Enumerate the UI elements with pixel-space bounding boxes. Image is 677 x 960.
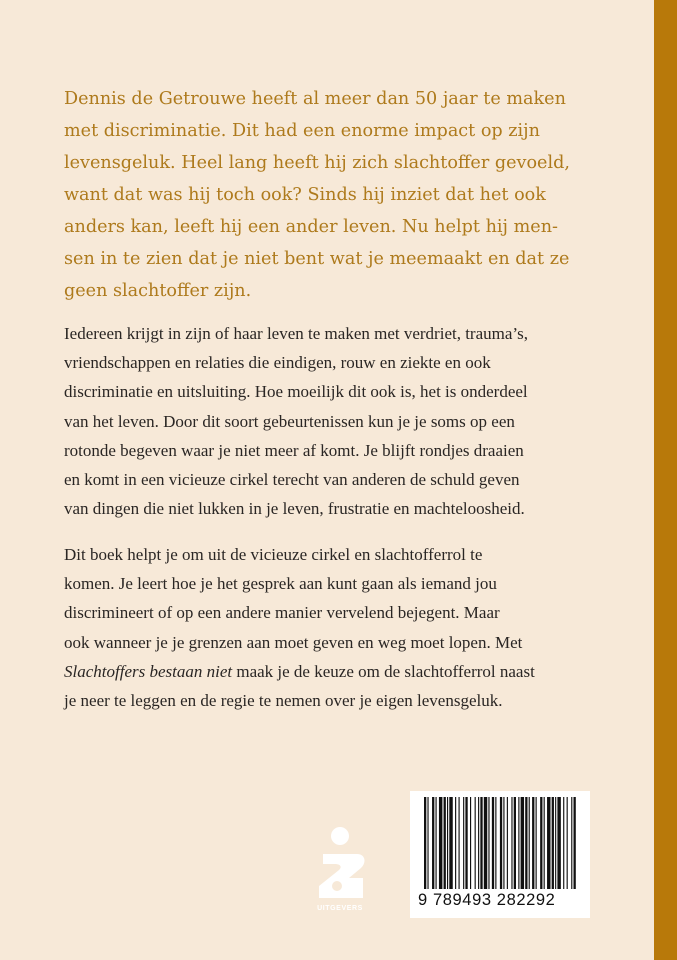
barcode [410, 791, 590, 918]
publisher-logo-icon [309, 826, 371, 906]
book-title-italic: Slachtoffers bestaan niet [64, 661, 233, 681]
barcode-bars-icon [422, 797, 578, 889]
publisher-logo [309, 826, 371, 918]
intro-text: Dennis de Getrouwe heeft al meer dan 50 jaar te maken met discriminatie. Dit had een enorme impact op zijn levensgeluk. Heel lang heeft hij zich slachtoffer gevoeld, want dat was hij toch ook? Sinds hij inziet dat het ook anders kan, leeft hij een ander leven. Nu helpt hij men- sen in te zien dat je niet bent wat je meemaakt en dat ze geen slachtoffer zijn. [64, 89, 570, 301]
paragraph-2-text-end: maak je de keuze om de slachtofferrol naast je neer te leggen en de regie te nemen over je eigen levensgeluk. [64, 661, 535, 711]
body-paragraph-2 [64, 540, 630, 715]
paragraph-2-text-start: Dit boek helpt je om uit de vicieuze cirkel en slachtofferrol te komen. Je leert hoe je het gesprek aan kunt gaan als iemand jou discrimineert of op een andere manier vervelend bejegent. Maar ook wanneer je je grenzen aan moet geven en weg moet lopen. Met [64, 545, 523, 652]
spine-stripe [654, 0, 677, 960]
isbn-number: 9 789493 282292 [418, 891, 556, 909]
publisher-logo-label: UITGEVERS [317, 905, 363, 912]
body-paragraph-1: Iedereen krijgt in zijn of haar leven te maken met verdriet, trauma’s, vriendschappen en relaties die eindigen, rouw en ziekte en ook discriminatie en uitsluiting. Hoe moeilijk dit ook is, het is onderdeel van het leven. Door dit soort gebeurtenissen kun je je soms op een rotonde begeven waar je niet meer af komt. Je blijft rondjes draaien en komt in een vicieuze cirkel terecht van anderen de schuld geven van dingen die niet lukken in je leven, frustratie en machteloosheid. [64, 324, 528, 519]
